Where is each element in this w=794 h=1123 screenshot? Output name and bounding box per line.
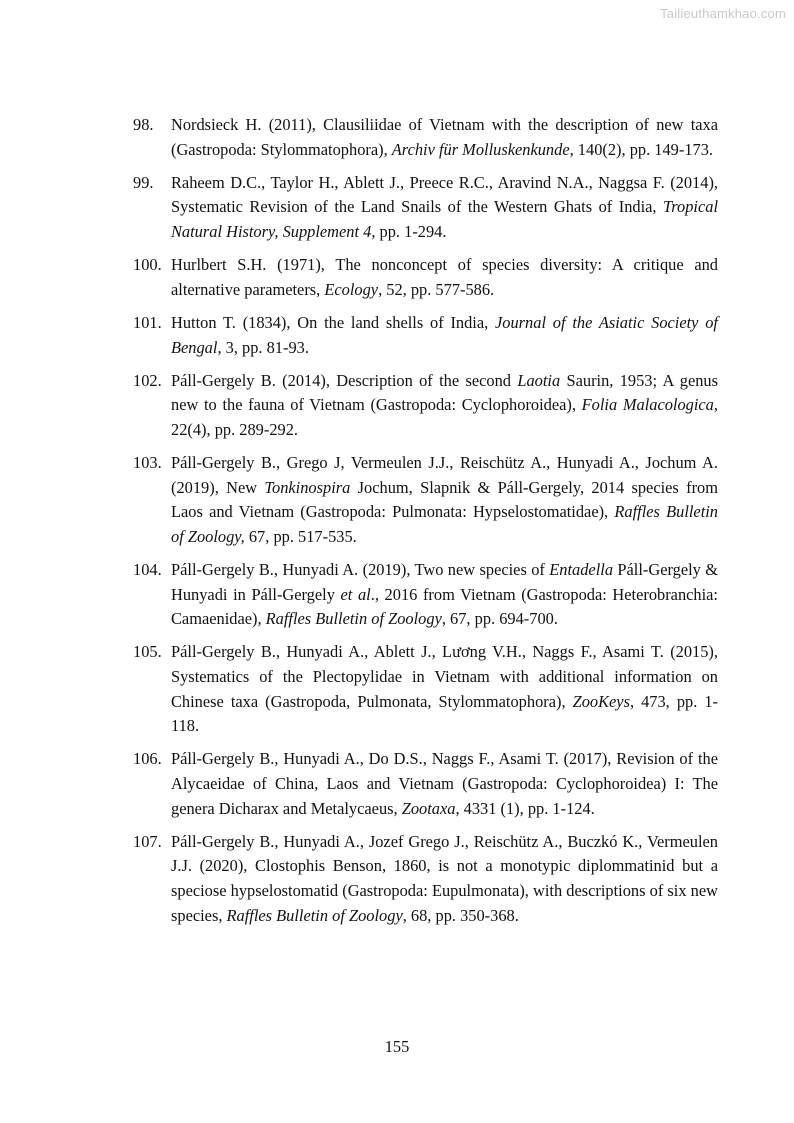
reference-item (133, 171, 718, 245)
reference-item (133, 451, 718, 549)
reference-segment: Nordsieck H. (2011), Clausiliidae of Vietnam with the description of new taxa (Gastropoda: Stylommatophora), (171, 115, 718, 159)
reference-text (171, 253, 718, 302)
reference-segment: , 52, pp. 577-586. (378, 279, 495, 299)
reference-segment: , 67, pp. 694-700. (441, 609, 558, 629)
reference-list (133, 113, 718, 937)
reference-italic-segment: Journal of the Asiatic Society of Bengal (171, 312, 718, 357)
reference-segment: Páll-Gergely B., Hunyadi A., Do D.S., Naggs F., Asami T. (2017), Revision of the Alycaeidae of China, Laos and Vietnam (Gastropoda: Cyclophoroidea) I: The genera Dicharax and Metalycaeus, (171, 749, 718, 818)
reference-segment: Saurin, 1953; A genus new to the fauna of Vietnam (Gastropoda: Cyclophoroidea), (171, 370, 718, 415)
reference-italic-segment: Archiv für Molluskenkunde (391, 139, 570, 159)
reference-italic-segment: Folia Malacologica (581, 395, 714, 415)
reference-segment: Páll-Gergely B., Grego J, Vermeulen J.J., Reischütz A., Hunyadi A., Jochum A. (2019), New (171, 453, 718, 497)
reference-italic-segment: Raffles Bulletin of Zoology (226, 905, 403, 925)
reference-item (133, 558, 718, 632)
reference-italic-segment: Tropical Natural History, Supplement 4 (171, 197, 718, 241)
reference-italic-segment: Raffles Bulletin of Zoology, (171, 502, 718, 546)
page-number: 155 (384, 1037, 410, 1056)
reference-italic-segment: Entadella (549, 560, 614, 580)
reference-segment: Páll-Gergely B. (2014), Description of the second (171, 370, 518, 390)
reference-segment: , 4331 (1), pp. 1-124. (455, 798, 595, 818)
reference-segment: Raheem D.C., Taylor H., Ablett J., Preece R.C., Aravind N.A., Naggsa F. (2014), Systematic Revision of the Land Snails of the Western Ghats of India, (171, 172, 718, 217)
reference-number: 103. (133, 453, 162, 473)
reference-text (171, 830, 718, 928)
reference-segment: Hutton T. (1834), On the land shells of India, (171, 312, 496, 332)
reference-segment: Páll-Gergely B., Hunyadi A., Jozef Grego J., Reischütz A., Buczkó K., Vermeulen J.J. (2020), Clostophis Benson, 1860, is not a monotypic diplommatinid but a speciose hypselostomatid (Gastropoda: Eupulmonata), with descriptions of six new species, (171, 831, 718, 925)
reference-item (133, 830, 718, 928)
reference-segment: Jochum, Slapnik & Páll-Gergely, 2014 species from Laos and Vietnam (Gastropoda: Pulmonata: Hypselostomatidae), (171, 477, 718, 522)
reference-number: 104. (133, 560, 162, 580)
reference-segment: , 473, pp. 1-118. (171, 691, 718, 736)
reference-segment: , pp. 1-294. (371, 221, 447, 241)
reference-number: 99. (133, 172, 154, 192)
reference-segment: , 3, pp. 81-93. (217, 337, 309, 357)
reference-italic-segment: Laotia (517, 370, 561, 390)
reference-number: 102. (133, 370, 162, 390)
reference-segment: Páll-Gergely B., Hunyadi A., Ablett J., Lương V.H., Naggs F., Asami T. (2015), Systematics of the Plectopylidae in Vietnam with additional information on Chinese taxa (Gastropoda, Pulmonata, Stylommatophora), (171, 642, 718, 711)
reference-segment: Páll-Gergely & Hunyadi in Páll-Gergely (171, 560, 718, 604)
watermark: Tailieuthamkhao.com (660, 6, 786, 21)
reference-item (133, 311, 718, 360)
reference-number: 107. (133, 831, 162, 851)
reference-text (171, 640, 718, 738)
reference-text (171, 747, 718, 821)
reference-number: 106. (133, 749, 162, 769)
reference-text (171, 311, 718, 360)
reference-item (133, 113, 718, 162)
reference-number: 100. (133, 255, 162, 275)
reference-segment: ., 2016 from Vietnam (Gastropoda: Heterobranchia: Camaenidae), (171, 584, 718, 629)
reference-segment: Páll-Gergely B., Hunyadi A. (2019), Two new species of (171, 560, 550, 580)
reference-number: 98. (133, 115, 154, 134)
reference-item (133, 747, 718, 821)
reference-text (171, 369, 718, 443)
reference-text (171, 171, 718, 245)
reference-italic-segment: Raffles Bulletin of Zoology (265, 609, 442, 629)
reference-italic-segment: Zootaxa (401, 798, 456, 818)
reference-segment: Hurlbert S.H. (1971), The nonconcept of species diversity: A critique and alternative parameters, (171, 255, 718, 299)
reference-number: 101. (133, 312, 162, 332)
reference-text (171, 113, 718, 162)
reference-italic-segment: et al (340, 584, 371, 604)
reference-segment: , 22(4), pp. 289-292. (171, 395, 718, 439)
reference-item (133, 640, 718, 738)
reference-segment: , 140(2), pp. 149-173. (569, 139, 714, 159)
reference-segment: , 68, pp. 350-368. (402, 905, 519, 925)
reference-segment: 67, pp. 517-535. (244, 526, 357, 546)
reference-item (133, 253, 718, 302)
reference-italic-segment: Tonkinospira (264, 477, 351, 497)
reference-italic-segment: Ecology (324, 279, 379, 299)
reference-item (133, 369, 718, 443)
reference-number: 105. (133, 642, 162, 662)
reference-text (171, 558, 718, 632)
reference-text (171, 451, 718, 549)
reference-italic-segment: ZooKeys (572, 691, 630, 711)
